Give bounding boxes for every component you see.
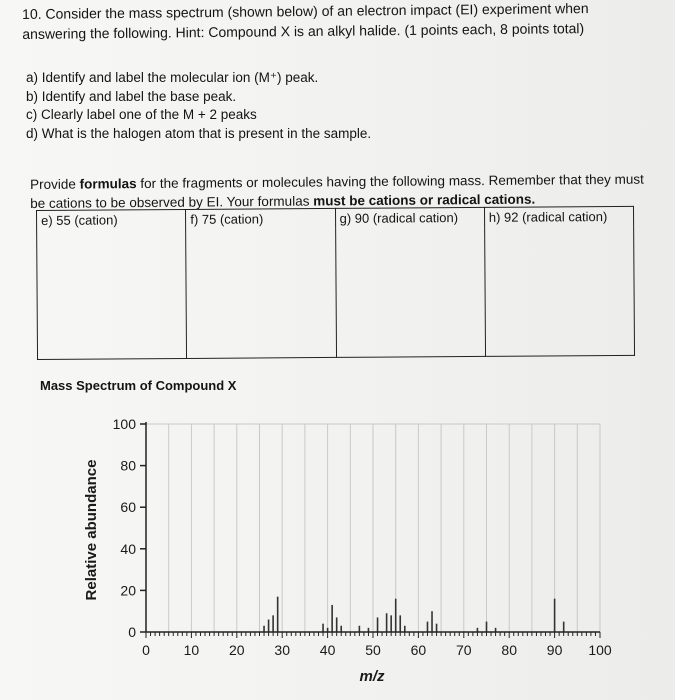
x-tick-label: 70: [456, 642, 472, 658]
part-b: b) Identify and label the base peak.: [26, 88, 237, 104]
x-tick-label: 60: [410, 642, 427, 658]
x-tick-label: 10: [183, 642, 200, 658]
col-header-f: f) 75 (cation): [186, 208, 335, 230]
y-tick-label: 100: [112, 416, 136, 432]
chart-grid: [146, 424, 600, 632]
chart-bars: [264, 597, 564, 632]
x-tick-label: 90: [546, 642, 563, 658]
y-axis-label: Relative abundance: [83, 459, 100, 601]
x-tick-label: 30: [274, 642, 290, 658]
col-header-g: g) 90 (radical cation): [335, 207, 484, 229]
part-d: d) What is the halogen atom that is present in the sample.: [26, 125, 372, 141]
fragment-answer-table: [36, 206, 635, 360]
x-tick-label: 50: [365, 642, 381, 658]
x-tick-label: 80: [501, 642, 517, 658]
y-tick-label: 20: [120, 582, 136, 599]
y-tick-label: 80: [120, 457, 136, 474]
x-axis-label: m/z: [359, 668, 385, 685]
y-tick-label: 60: [120, 499, 136, 516]
instructions-bold-formulas: formulas: [79, 176, 137, 192]
answer-box-e[interactable]: [37, 230, 187, 360]
x-tick-label: 100: [588, 642, 612, 658]
part-c: c) Clearly label one of the M + 2 peaks: [26, 107, 257, 122]
answer-box-h[interactable]: [484, 227, 634, 357]
answer-box-g[interactable]: [335, 228, 485, 358]
y-tick-label: 0: [128, 624, 136, 640]
col-header-e: e) 55 (cation): [37, 209, 186, 231]
col-header-h: h) 92 (radical cation): [484, 206, 633, 228]
instructions-text-2: for the fragments or molecules having the following mass. Remember that they must be cations to be observed by EI. Your formulas: [30, 171, 644, 211]
mass-spectrum-chart: [0, 400, 675, 700]
y-tick-label: 40: [120, 540, 136, 557]
answer-box-f[interactable]: [186, 229, 336, 359]
question-title: 10. Consider the mass spectrum (shown below) of an electron impact (EI) experiment when answering the following. Hint: Compound X is an alkyl halide. (1 points each, 8 points total): [22, 0, 589, 42]
chart-axes: [113, 416, 612, 658]
question-parts: [26, 69, 371, 143]
x-tick-label: 20: [229, 642, 245, 658]
spectrum-title: Mass Spectrum of Compound X: [40, 378, 237, 393]
instructions-text-1: Provide: [30, 176, 80, 192]
x-tick-label: 40: [319, 642, 336, 658]
part-a: a) Identify and label the molecular ion (M⁺) peak.: [26, 70, 319, 85]
instructions-bold-cations: must be cations or radical cations.: [313, 191, 536, 209]
x-tick-label: 0: [142, 642, 150, 658]
